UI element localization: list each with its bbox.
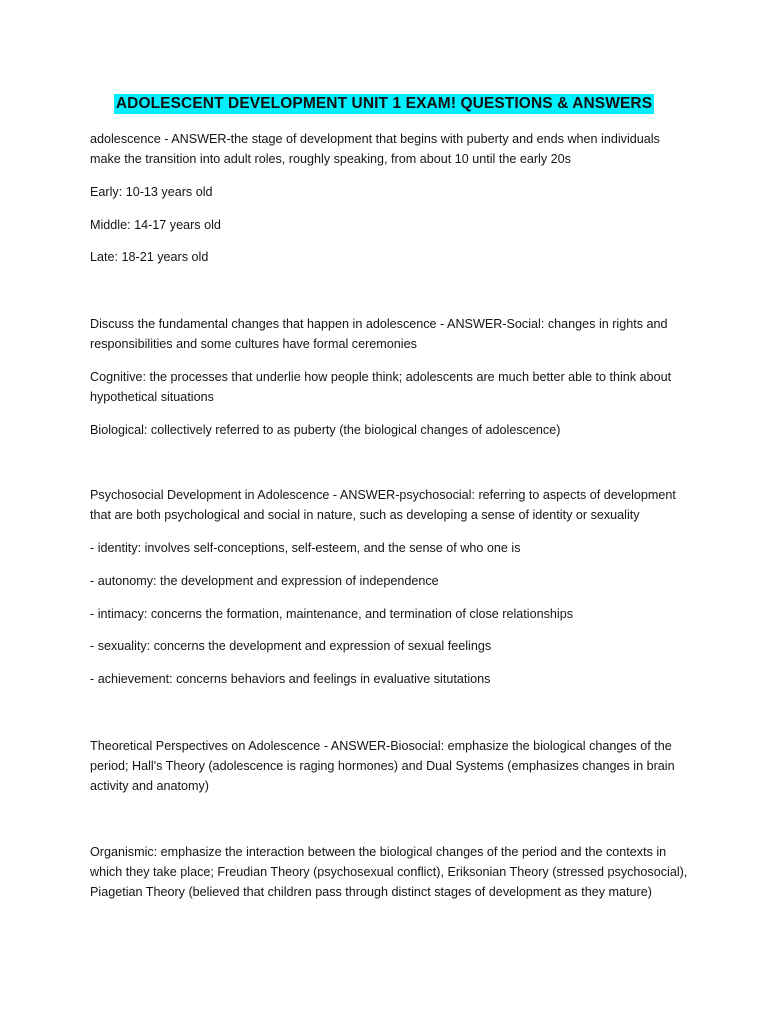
paragraph-middle-stage: Middle: 14-17 years old (90, 218, 221, 232)
document-title: ADOLESCENT DEVELOPMENT UNIT 1 EXAM! QUESTIONS & ANSWERS (115, 95, 653, 112)
title-container (0, 94, 768, 114)
list-item-sexuality: - sexuality: concerns the development and expression of sexual feelings (90, 639, 492, 653)
paragraph-fundamental-changes: Discuss the fundamental changes that happen in adolescence - ANSWER-Social: changes in rights and responsibilities and some cultures have formal ceremonies (90, 317, 668, 351)
list-item-identity: - identity: involves self-conceptions, self-esteem, and the sense of who one is (90, 541, 521, 555)
paragraph-theoretical-perspectives: Theoretical Perspectives on Adolescence - ANSWER-Biosocial: emphasize the biological changes of the period; Hall's Theory (adolescence is raging hormones) and Dual Systems (emphasizes changes in brain activity and anatomy) (90, 739, 675, 793)
paragraph-early-stage: Early: 10-13 years old (90, 185, 213, 199)
list-item-intimacy: - intimacy: concerns the formation, maintenance, and termination of close relationships (90, 607, 574, 621)
paragraph-late-stage: Late: 18-21 years old (90, 250, 209, 264)
paragraph-biological: Biological: collectively referred to as puberty (the biological changes of adolescence) (90, 423, 561, 437)
paragraph-psychosocial: Psychosocial Development in Adolescence - ANSWER-psychosocial: referring to aspects of development that are both psychological and social in nature, such as developing a sense of identity or sexuality (90, 488, 676, 522)
list-item-achievement: - achievement: concerns behaviors and feelings in evaluative situtations (90, 672, 491, 686)
paragraph-adolescence-definition: adolescence - ANSWER-the stage of development that begins with puberty and ends when individuals make the transition into adult roles, roughly speaking, from about 10 until the early 20s (90, 132, 660, 166)
paragraph-cognitive: Cognitive: the processes that underlie how people think; adolescents are much better able to think about hypothetical situations (90, 370, 672, 404)
paragraph-organismic: Organismic: emphasize the interaction between the biological changes of the period and the contexts in which they take place; Freudian Theory (psychosexual conflict), Eriksonian Theory (stressed psychosocial), Piagetian Theory (believed that children pass through distinct stages of development as they mature) (90, 845, 688, 899)
list-item-autonomy: - autonomy: the development and expression of independence (90, 574, 439, 588)
